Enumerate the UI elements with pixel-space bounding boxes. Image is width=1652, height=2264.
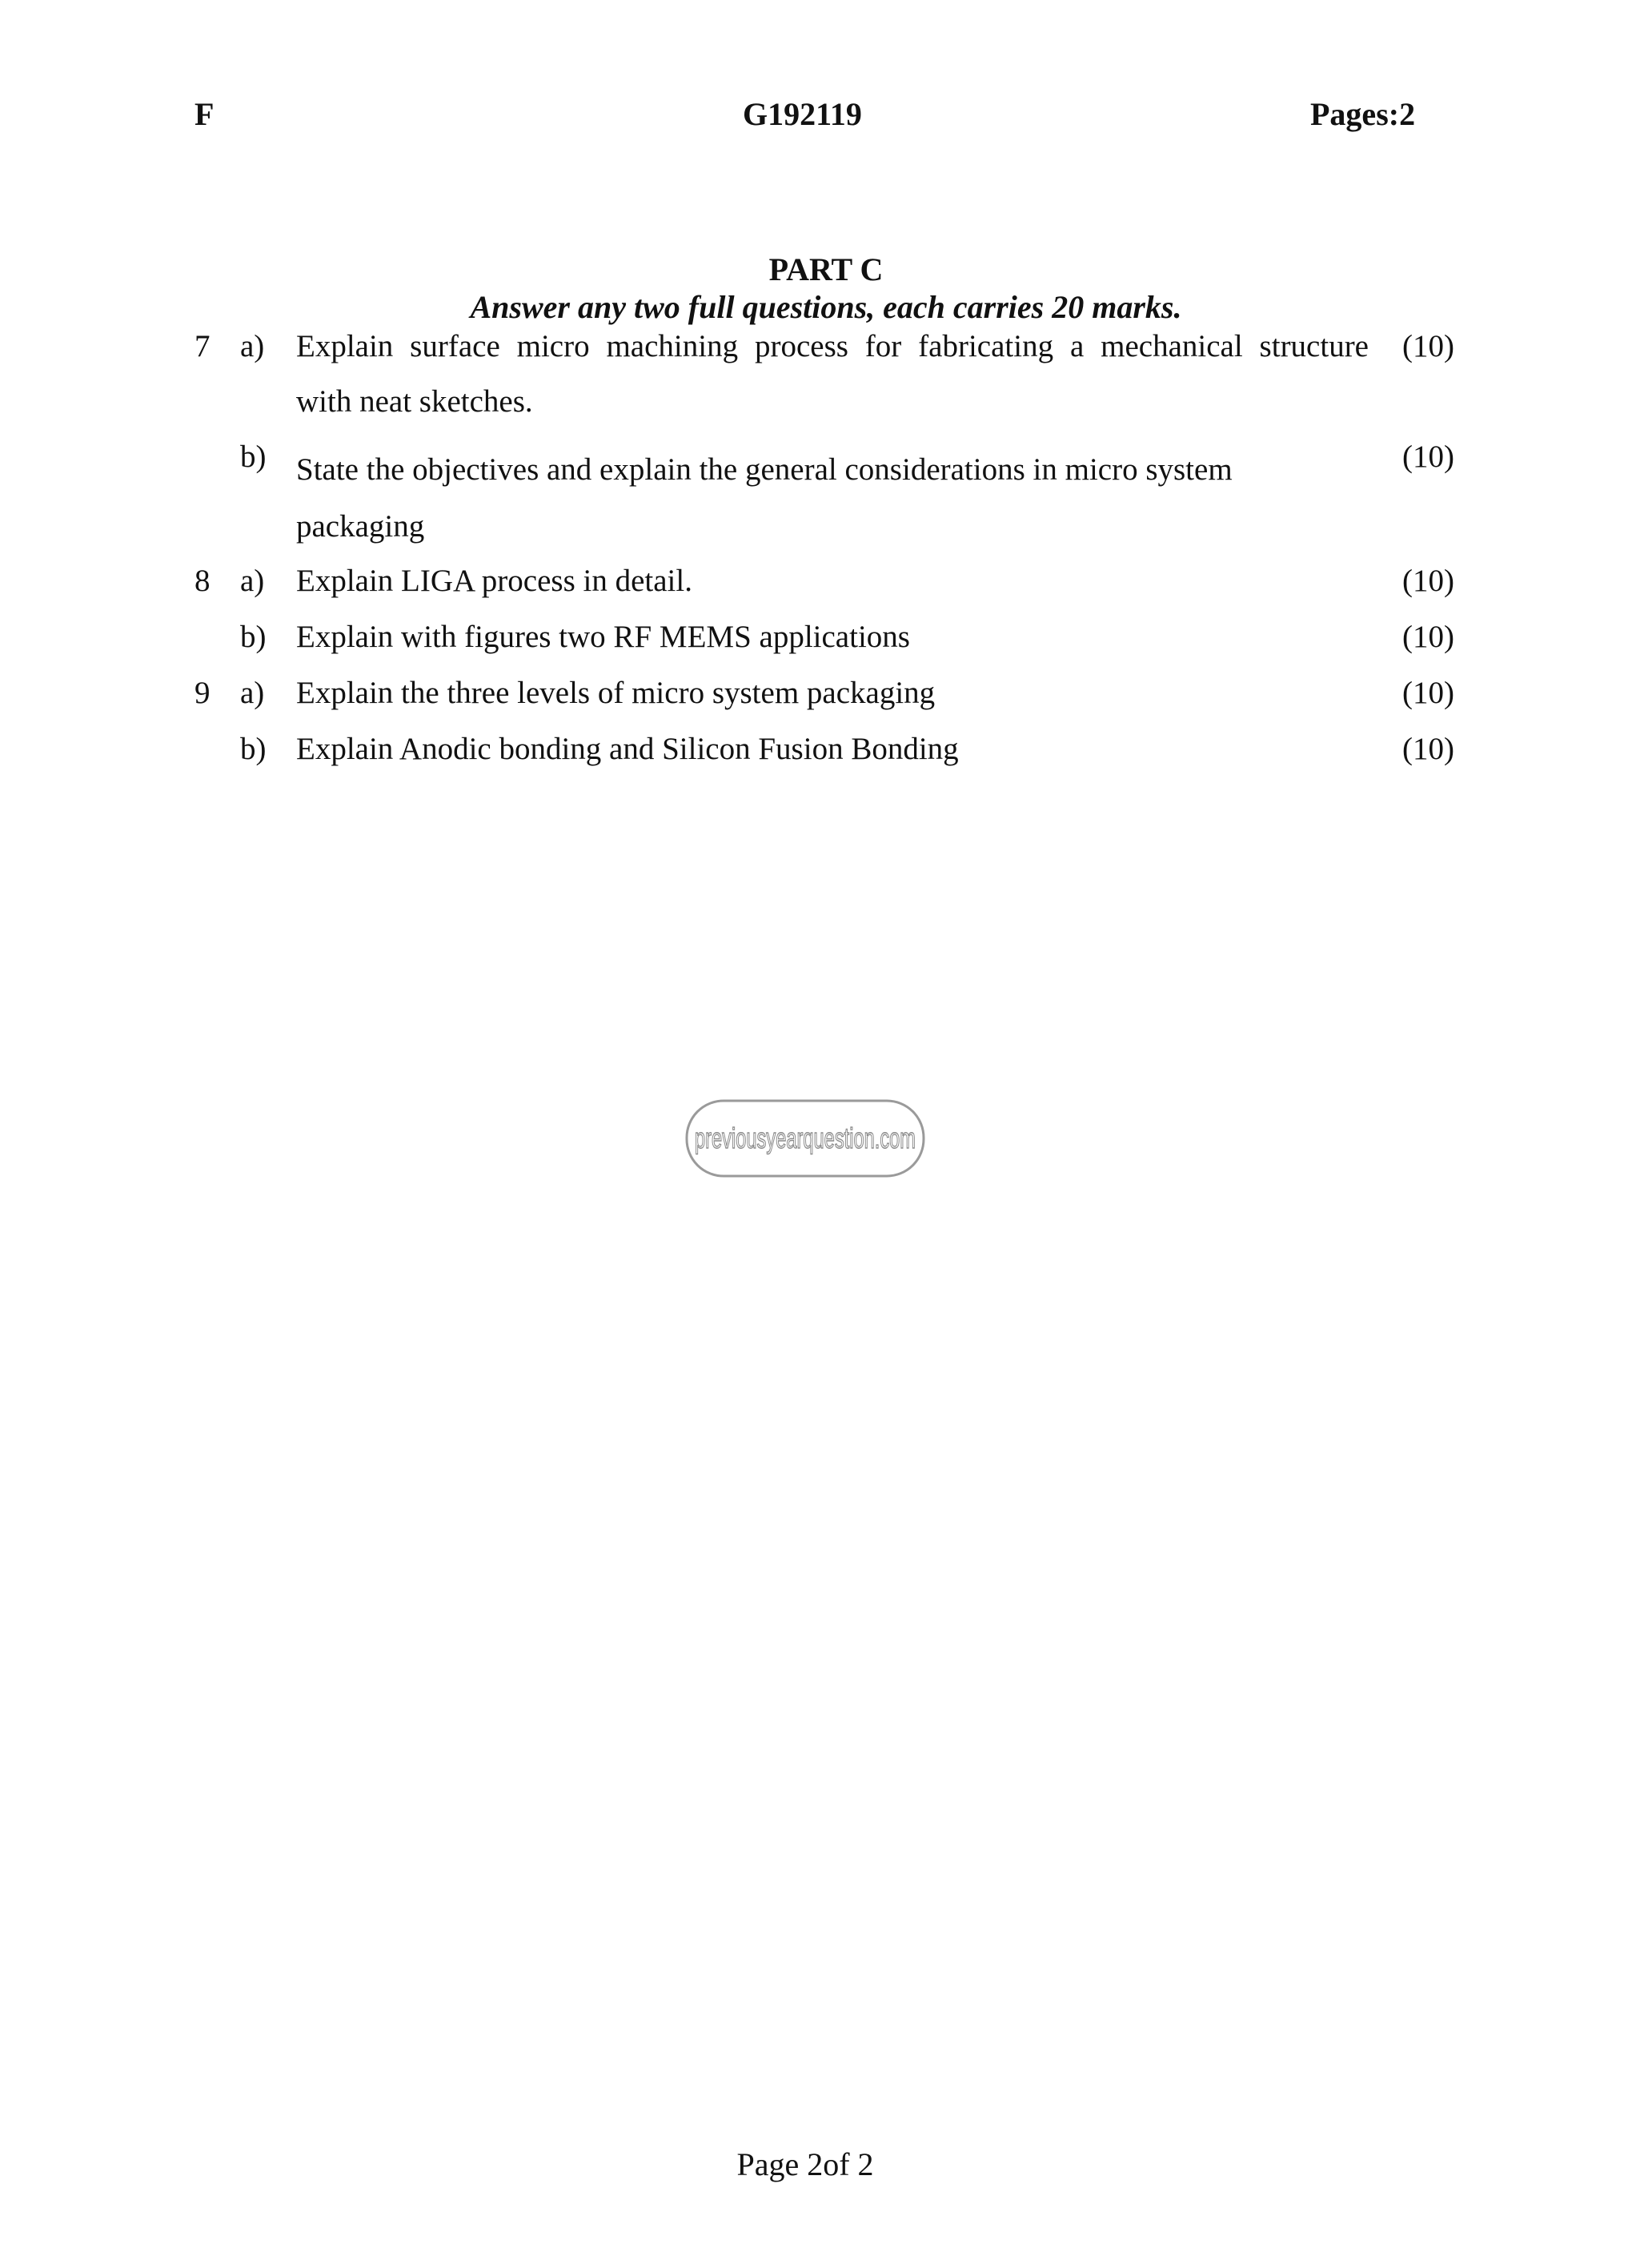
page-footer: Page 2of 2 [736,2146,874,2182]
watermark-text: previousyearquestion.com [695,1122,916,1154]
question-sub-label: b) [240,620,267,654]
question-text: Explain surface micro machining process for fabricating a mechanical structure [296,329,1369,363]
question-text: Explain Anodic bonding and Silicon Fusion Bonding [296,732,959,766]
question-number: 9 [194,676,211,710]
question-marks: (10) [1402,440,1454,474]
question-text: Explain with figures two RF MEMS applications [296,620,910,654]
header-paper-code: G192119 [743,96,862,132]
question-marks: (10) [1402,732,1454,766]
question-text: Explain the three levels of micro system packaging [296,676,936,710]
header-set-code: F [194,96,215,132]
question-marks: (10) [1402,329,1454,363]
question-text-continued: with neat sketches. [296,384,533,419]
question-sub-label: a) [240,676,265,710]
question-sub-label: a) [240,329,265,363]
question-marks: (10) [1402,564,1454,598]
question-sub-label: b) [240,732,267,766]
question-marks: (10) [1402,620,1454,654]
question-number: 7 [194,329,211,363]
question-sub-label: a) [240,564,265,598]
question-sub-label: b) [240,440,267,474]
question-text: State the objectives and explain the general considerations in micro system [296,452,1233,487]
question-text-continued: packaging [296,509,425,544]
part-title: PART C [768,251,884,287]
question-number: 8 [194,564,211,598]
header-page-count: Pages:2 [1310,96,1416,132]
question-marks: (10) [1402,676,1454,710]
watermark-stamp [685,1099,925,1178]
question-text: Explain LIGA process in detail. [296,564,692,598]
part-instruction: Answer any two full questions, each carries 20 marks. [470,289,1182,325]
